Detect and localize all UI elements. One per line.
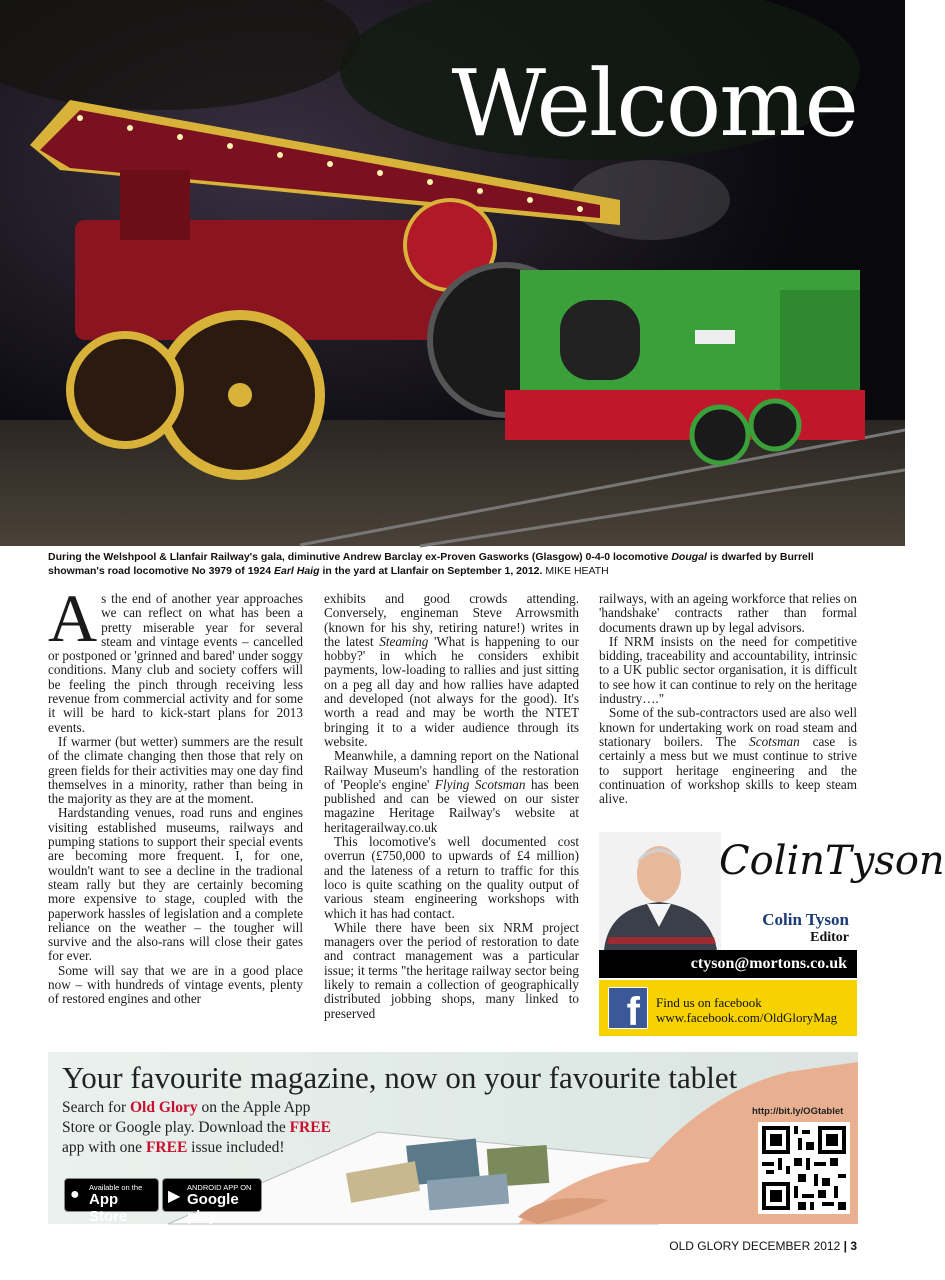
tablet-advert [48,1052,858,1224]
article-paragraph: This locomotive's well documented cost overrun (£750,000 to upwards of £4 million) and the lateness of a return to traffic for this loco is quite scathing on the quality output of various steam engineering workshops with which it has had contact. [324,834,579,921]
editor-photo [599,832,721,950]
article-paragraph: If warmer (but wetter) summers are the result of the climate changing then those that rely on green fields for their activities may one day find themselves in a minority, rather than being in the majority as they are at the moment. [48,733,303,807]
hero-photo [0,0,905,546]
editor-name: Colin Tyson [762,910,849,929]
page-title: Welcome [451,50,857,157]
caption-italic: Dougal [671,551,707,563]
page-footer [669,1239,857,1253]
article-paragraph: While there have been six NRM project managers over the period of restoration to date and contract management was a particular issue; it terms "the heritage railway sector being likely to remain a collection of geographically distributed jobbing shops, many linked to preserved [324,919,579,1021]
advert-body: Search for Old Glory on the Apple App Store or Google play. Download the FREE app with one FREE issue included! [62,1099,331,1156]
app-store-button[interactable]: ● Available on the App Store [64,1178,159,1212]
advert-headline: Your favourite magazine, now on your favourite tablet [62,1060,738,1095]
qr-pattern [758,1122,850,1214]
caption-text: During the Welshpool & Llanfair Railway's gala, diminutive Andrew Barclay ex-Proven Gasworks (Glasgow) 0-4-0 locomotive [48,551,672,563]
facebook-url[interactable]: www.facebook.com/OldGloryMag [656,1010,838,1025]
play-icon: ▶ [168,1188,181,1205]
issue-date: DECEMBER 2012 [742,1239,841,1253]
article-paragraph: exhibits and good crowds attending. Conversely, engineman Steve Arrowsmith (known for his shy, retiring nature!) writes in the latest Steaming 'What is happening to our hobby?' in which he considers exhibit payments, low-loading to rallies and just sitting on a peg all day and how rallies have adapted and developed (not always for the good). It's worth a read and may be worth the NTET bringing it to a wider audience through its website. [324,591,579,749]
facebook-text [656,995,837,1025]
footer-separator: | [843,1239,847,1253]
article-paragraph: Some will say that we are in a good place now – with hundreds of vintage events, plenty of restored engines and other [48,962,303,1007]
caption-italic: Earl Haig [274,565,320,577]
article-column-3 [599,592,857,806]
article-paragraph: As the end of another year approaches we can reflect on what has been a pretty miserable year for several steam and vintage events – cancelled or postponed or 'grinned and bared' under soggy conditions. Many club and society coffers will be feeling the pinch through receiving less revenue from commercial activity and for some it will be hard to kick-start plans for 2013 events. [48,580,303,735]
facebook-box[interactable] [599,980,857,1036]
editor-portrait-illustration [599,832,721,950]
editor-box [599,832,945,950]
editor-signature: ColinTyson [719,838,945,884]
photo-credit: MIKE HEATH [545,565,609,577]
article-column-1 [48,580,303,1007]
editor-role: Editor [810,930,849,945]
google-play-button[interactable]: ▶ ANDROID APP ON Google play [162,1178,262,1212]
article-paragraph: Hardstanding venues, road runs and engines visiting established museums, railways and pumping stations to support their special events are becoming more frequent. I, for one, wouldn't want to see a decline in the tradional steam rally but they are certainly becoming more expensive to stage, coupled with the paperwork hassles of legislation and a complete reliance on the weather – the tougher will survive and the also-rans will close their gates for ever. [48,805,303,964]
apple-icon: ● [70,1186,80,1203]
article-paragraph: If NRM insists on the need for competitive bidding, traceability and accountability, intrinsic to a UK public sector organisation, it is difficult to see how it can continue to rely on the heritage industry…." [599,633,857,707]
drop-cap: A [48,580,98,656]
article-paragraph: railways, with an ageing workforce that relies on 'handshake' contracts rather than formal documents drawn up by legal advisors. [599,591,857,635]
magazine-name: OLD GLORY [669,1239,739,1253]
qr-url[interactable]: http://bit.ly/OGtablet [752,1106,844,1117]
article-paragraph: Some of the sub-contractors used are also well known for undertaking work on road steam and stationary boilers. The Scotsman case is certainly a mess but we must continue to strive to support heritage engineering and the continuation of workshop skills to keep steam alive. [599,705,857,807]
qr-code-icon[interactable] [758,1122,850,1214]
caption-text: in the yard at Llanfair on September 1, 2012. [319,565,546,577]
photo-caption [48,550,858,578]
article-paragraph: Meanwhile, a damning report on the National Railway Museum's handling of the restoration of 'People's engine' Flying Scotsman has been published and can be viewed on our sister magazine Heritage Railway's website at heritagerailway.co.uk [324,748,579,835]
facebook-icon: f [608,987,648,1029]
facebook-line: Find us on facebook [656,995,762,1010]
caption-text: is dwarfed by Burrell showman's road locomotive No 3979 of 1924 [48,551,814,577]
article-column-2 [324,592,579,1021]
page-number: 3 [850,1239,857,1253]
editor-email[interactable]: ctyson@mortons.co.uk [599,950,857,978]
